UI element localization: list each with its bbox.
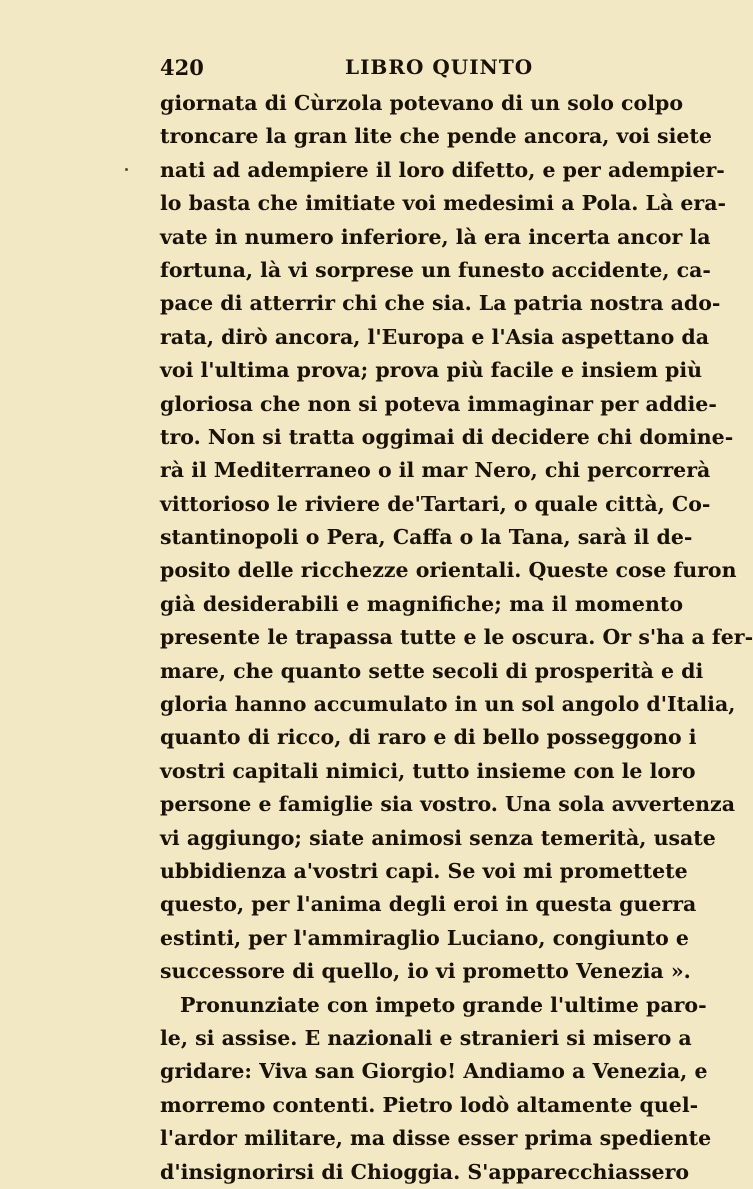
text-line: presente le trapassa tutte e le oscura. Or s'ha a fer- [160, 625, 753, 650]
text-line: giornata di Cùrzola potevano di un solo colpo [160, 91, 683, 115]
text-line: estinti, per l'ammiraglio Luciano, congiunto e [160, 925, 689, 950]
text-line: vate in numero inferiore, là era incerta ancor la [160, 224, 711, 249]
text-line: gridare: Viva san Giorgio! Andiamo a Venezia, e [160, 1059, 708, 1084]
text-line: questo, per l'anima degli eroi in questa guerra [160, 892, 697, 917]
text-line: già desiderabili e magnifiche; ma il momento [160, 591, 683, 616]
text-line: stantinopoli o Pera, Caffa o la Tana, sarà il de- [160, 525, 693, 550]
text-line: voi l'ultima prova; prova più facile e insiem più [160, 358, 703, 383]
text-line: le, si assise. E nazionali e stranieri si misero a [160, 1025, 692, 1050]
text-line: d'insignorirsi di Chioggia. S'apparecchiassero [160, 1159, 690, 1184]
text-line: rata, dirò ancora, l'Europa e l'Asia aspettano da [160, 324, 710, 349]
text-line: vostri capitali nimici, tutto insieme con le loro [160, 758, 696, 783]
text-line: morremo contenti. Pietro lodò altamente quel- [160, 1092, 699, 1117]
text-line: rà il Mediterraneo o il mar Nero, chi percorrerà [160, 458, 711, 483]
text-line: lo basta che imitiate voi medesimi a Pola. Là era- [160, 191, 727, 216]
text-line: quanto di ricco, di raro e di bello posseggono i [160, 725, 697, 750]
text-line: mare, che quanto sette secoli di prosperità e di [160, 658, 704, 683]
text-line: pace di atterrir chi che sia. La patria nostra ado- [160, 291, 721, 316]
page-number: 420 [160, 55, 204, 80]
text-line: vi aggiungo; siate animosi senza temerità, usate [160, 825, 716, 850]
stray-ink-mark [125, 168, 128, 171]
text-line: tro. Non si tratta oggimai di decidere chi domine- [160, 424, 734, 449]
text-line: persone e famiglie sia vostro. Una sola avvertenza [160, 792, 735, 817]
page-header [160, 55, 680, 89]
text-line: troncare la gran lite che pende ancora, voi siete [160, 124, 712, 149]
running-head: LIBRO QUINTO [345, 55, 534, 79]
text-line: gloriosa che non si poteva immaginar per addie- [160, 391, 717, 416]
text-line: nati ad adempiere il loro difetto, e per adempier- [160, 157, 725, 182]
text-line: gloria hanno accumulato in un sol angolo d'Italia, [160, 692, 736, 717]
text-line: ubbidienza a'vostri capi. Se voi mi promettete [160, 858, 688, 883]
body-text [160, 87, 753, 1189]
paragraph-start-line: Pronunziate con impeto grande l'ultime paro- [180, 992, 707, 1017]
text-line: vittorioso le riviere de'Tartari, o quale città, Co- [160, 491, 711, 516]
text-line: fortuna, là vi sorprese un funesto accidente, ca- [160, 257, 711, 282]
paragraph-end-line: successore di quello, io vi prometto Venezia ». [160, 959, 691, 984]
text-line: posito delle ricchezze orientali. Queste cose furon [160, 558, 737, 583]
text-line: l'ardor militare, ma disse esser prima spediente [160, 1126, 712, 1151]
